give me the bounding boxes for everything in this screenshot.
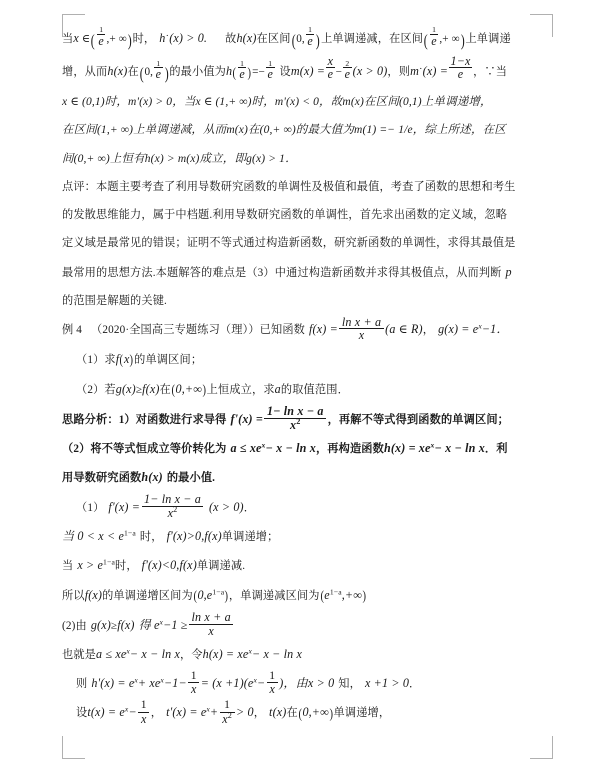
- math-text: 在区间(1,+ ∞)上单调递减，从而m(x)在(0,+ ∞)的最大值为m(1) =− 1/e，综上所述，在区: [62, 124, 506, 137]
- expr: '(x) =: [111, 499, 141, 514]
- fraction-1-minus-lnx-minus-a-over-x2: $\frac{\text{1− ln x − a}}{x^2}$: [142, 493, 204, 520]
- text: 最常用的思想方法.本题解答的难点是（3）中通过构造新函数并求得其极值点，从而判断: [62, 266, 502, 279]
- func-f: f: [115, 351, 120, 366]
- expr: (x) = xe: [208, 646, 249, 661]
- text: 的范围是解题的关键.: [62, 295, 167, 308]
- interval: 0,+∞: [302, 705, 329, 720]
- func-f: f: [230, 411, 235, 426]
- expr: 得 e: [138, 617, 160, 632]
- inequality-tail: − x − ln x: [265, 441, 316, 456]
- fraction-one-over-x: $\frac{1}{x}$: [188, 670, 199, 696]
- solution-line-5: [62, 611, 554, 640]
- fraction-one-over-e: 1 e: [98, 25, 104, 49]
- paren-close: ): [316, 30, 321, 50]
- exponent-x: x: [253, 675, 257, 685]
- expr: −: [256, 676, 266, 691]
- math-text: 间(0,+ ∞)上恒有h(x) > m(x)成立，即g(x) > 1．: [62, 152, 297, 165]
- analysis-line-2: [62, 434, 554, 463]
- exponent-x: x: [261, 440, 266, 450]
- minus: −: [335, 66, 343, 79]
- text: （1）: [76, 501, 105, 514]
- paren-open: (: [119, 352, 124, 368]
- example-source: （2020·全国高三专题练习（理））已知函数: [91, 324, 306, 337]
- expr-tail: − x − ln x: [434, 441, 485, 456]
- expr: (x): [183, 558, 197, 573]
- fraction-lnx-plus-a-over-x: $\frac{\text{ln x + a}}{x}$: [189, 611, 233, 638]
- infinity: ,+ ∞: [106, 33, 127, 45]
- func-h: h: [91, 676, 98, 691]
- domain-a-in-R: (a ∈ R): [385, 322, 423, 337]
- text: 设: [279, 66, 291, 79]
- func-g: g: [90, 617, 98, 632]
- func-t: t: [269, 705, 273, 720]
- text: 的发散思维能力，属于中档题.利用导数研究函数的单调性，首先求出函数的定义域，忽略: [62, 209, 508, 222]
- expr: (x): [113, 64, 128, 79]
- inequality: x > e: [77, 558, 104, 573]
- fraction-one-over-e: 1 e: [431, 25, 437, 49]
- text: 在: [159, 383, 171, 396]
- exponent-x: x: [160, 675, 164, 685]
- interval-start: 0,e: [197, 587, 213, 602]
- solution-line-6: [62, 640, 554, 669]
- solution-line-8: [62, 698, 554, 728]
- commentary-line-5: [62, 287, 554, 315]
- exponent-1-minus-a: 1−a: [103, 557, 115, 567]
- expr: (x): [121, 381, 136, 396]
- expr: (x) = xe: [390, 441, 431, 456]
- expr: (x) = e: [444, 322, 479, 337]
- text: 的最小值.: [166, 472, 216, 485]
- expr: (x): [145, 381, 160, 396]
- condition: (x > 0): [208, 499, 244, 514]
- paren-close: ): [164, 63, 169, 83]
- paren-open: (: [291, 30, 296, 50]
- text: ，∵当: [473, 66, 508, 79]
- text: 的单调递增区间为: [102, 589, 193, 602]
- solution-line-3: [62, 551, 554, 580]
- func-f: f: [141, 558, 146, 573]
- exponent-x: x: [159, 616, 164, 626]
- func-f: f: [84, 587, 89, 602]
- commentary-line-4: [62, 258, 554, 287]
- solution-line-1: [62, 493, 554, 522]
- text: 也就是: [62, 648, 97, 661]
- exponent-x: x: [126, 646, 130, 656]
- question-1: [62, 345, 554, 375]
- func-f: f: [142, 381, 146, 396]
- func-f: f: [108, 499, 112, 514]
- crop-mark-bottom-left: [62, 736, 85, 759]
- text: 故: [225, 33, 237, 45]
- fraction-lnx-plus-a-over-x: $\frac{\text{ln x + a}}{x}$: [339, 316, 383, 343]
- inequality: 当 0 < x < e: [62, 528, 124, 543]
- fraction-1-minus-x-over-e: $\frac{1-x}{e}$: [450, 53, 471, 82]
- fraction-one-over-x: $\frac{1}{x}$: [267, 670, 278, 696]
- expr: +: [209, 705, 219, 720]
- expr: (x) =: [312, 322, 338, 337]
- expr: (x) > 0.: [169, 31, 208, 45]
- crop-mark-bottom-right: [530, 736, 553, 759]
- fraction-one-over-e: 1 e: [267, 58, 274, 82]
- text: ，再解不等式得到函数的单调区间；: [327, 413, 509, 426]
- paren-close: ): [224, 588, 229, 604]
- expr: '(x) = e: [97, 676, 135, 691]
- func-g: g: [438, 322, 445, 337]
- fraction-one-over-x: $\frac{1}{x}$: [138, 699, 149, 725]
- infinity: ,+ ∞: [439, 33, 460, 45]
- body-line-2: 增，从而h(x)在(0, 1 e )的最小值为h( 1 e )=− 1 e 设m(x) = $\frac{x}{e}$ − 2 e (x > 0)，则m˙(x) = $\frac{1-x}{e}$ ，∵当: [62, 55, 554, 88]
- text: ，: [150, 707, 163, 720]
- func-t: t: [166, 705, 170, 720]
- expr: = (x +1)(e: [200, 676, 254, 691]
- inequality: > 0: [236, 705, 254, 720]
- text: 定义域是最常见的错误；证明不等式通过构造新函数，研究新函数的单调性，求得其最值是: [62, 237, 516, 250]
- func-h: h: [226, 64, 233, 79]
- example-heading: [62, 315, 554, 344]
- expr: (x): [88, 587, 103, 602]
- func-f: f: [309, 322, 313, 337]
- text: ，: [253, 707, 266, 720]
- exponent-1-minus-a: 1−a: [329, 586, 342, 596]
- greater-equal: ≥: [135, 383, 143, 396]
- text: 点评：本题主要考查了利用导数研究函数的单调性及极值和最值，考查了函数的思想和考生: [62, 180, 516, 193]
- text: 时，: [139, 530, 163, 543]
- paren-close: ): [329, 706, 334, 722]
- expr: )，由: [279, 676, 308, 691]
- text: 单调递增，: [333, 707, 391, 720]
- body-line-3: [62, 88, 554, 116]
- text: 当: [62, 33, 74, 45]
- body-line-4: [62, 116, 554, 144]
- text: 时，: [132, 33, 156, 45]
- var-a: a: [274, 381, 281, 396]
- exponent-x: x: [134, 675, 138, 685]
- expr: (x) =: [299, 64, 326, 79]
- expr: '(x)<0,: [145, 558, 180, 573]
- func-h: h: [107, 64, 114, 79]
- inequality: a ≤ xe: [230, 441, 262, 456]
- text: 的取值范围．: [280, 383, 349, 396]
- var-x: x: [123, 351, 130, 366]
- text: ，令: [179, 648, 203, 661]
- interval-start: e: [324, 587, 330, 602]
- commentary-line-1: [62, 173, 554, 201]
- text: （2）将不等式恒成立等价转化为: [62, 443, 227, 456]
- expr: '(x) = e: [169, 705, 207, 720]
- paren-open: (: [423, 30, 428, 50]
- paren-close: ): [362, 588, 367, 604]
- zero: 0,: [144, 66, 154, 79]
- text: 单调递减.: [196, 560, 246, 573]
- var-x: x: [73, 31, 79, 45]
- equals-negative: =−: [252, 66, 265, 79]
- text: 上单调递: [465, 33, 511, 45]
- fraction-one-over-x2: $\frac{1}{x^2}$: [220, 699, 235, 725]
- text: 知，: [338, 678, 361, 691]
- body-line-5: [62, 145, 554, 173]
- text: ．: [409, 678, 421, 691]
- func-t: t: [87, 705, 91, 720]
- func-m: m: [410, 64, 419, 79]
- inequality: a ≤ xe: [96, 646, 127, 661]
- expr: '(x)>0,: [170, 528, 205, 543]
- solution-line-7: [62, 669, 554, 698]
- fraction-x-over-e2: $\frac{x}{e}$: [327, 53, 334, 82]
- expr: (x): [97, 617, 111, 632]
- math-text: x ∈ (0,1)时，m'(x) > 0，当x ∈ (1,+ ∞)时，m'(x) < 0，故m(x)在区间(0,1)上单调递增，: [62, 95, 492, 108]
- text: 时，: [114, 560, 138, 573]
- interval: 0,+∞: [175, 381, 202, 396]
- exponent-x: x: [206, 704, 210, 714]
- text: (2)由: [62, 619, 87, 632]
- paren-open: (: [91, 30, 96, 50]
- interval-end: ,+∞: [341, 587, 363, 602]
- text: ，再构造函数: [315, 443, 384, 456]
- func-h: h: [159, 31, 166, 45]
- zero: 0,: [296, 33, 305, 45]
- text: ．利: [484, 443, 508, 456]
- fraction-one-over-e: 1 e: [239, 58, 245, 82]
- exponent-1-minus-a: 1−a: [123, 528, 136, 538]
- expr: (x): [207, 528, 222, 543]
- fraction-one-over-e: 1 e: [155, 58, 162, 82]
- func-h: h: [141, 470, 149, 485]
- paren-open: (: [193, 588, 197, 604]
- inequality-tail: − x − ln x: [129, 646, 180, 661]
- paren-close: ): [129, 352, 134, 368]
- text: 在区间: [256, 33, 291, 45]
- expr: '(x) =: [234, 411, 263, 426]
- text: 思路分析：1）对函数进行求导得: [62, 413, 227, 426]
- body-line-1: 当x ∈( 1 e ,+ ∞)时， h˙(x) > 0. 故h(x)在区间(0, 1 e )上单调递减，在区间( 1 e ,+ ∞)上单调递: [62, 24, 554, 55]
- func-f: f: [204, 528, 208, 543]
- condition: (x > 0): [352, 64, 388, 79]
- example-label: 例 4: [62, 324, 83, 337]
- paren-close: ): [460, 30, 465, 50]
- paren-close: ): [202, 382, 207, 398]
- expr-tail: − x − ln x: [251, 646, 303, 661]
- text: 用导数研究函数: [62, 472, 142, 485]
- question-2: [62, 375, 554, 405]
- text: 则: [76, 678, 88, 691]
- paren-open: (: [298, 706, 302, 722]
- paren-open: (: [232, 64, 237, 80]
- element-of: ∈: [81, 33, 91, 45]
- expr: −1 ≥: [163, 617, 188, 632]
- text: ，单调递减区间为: [228, 589, 320, 602]
- paren-open: (: [171, 382, 176, 398]
- func-m: m: [290, 64, 300, 79]
- fraction-one-over-e: 1 e: [307, 25, 313, 49]
- expr: (x): [148, 470, 163, 485]
- text: 的单调区间；: [134, 353, 203, 366]
- expr: (x): [242, 31, 257, 45]
- text: 的最小值为: [169, 66, 227, 79]
- text: 在: [127, 66, 139, 79]
- text: 上单调递减，在区间: [321, 33, 424, 45]
- analysis-line-1: [62, 405, 554, 434]
- exponent-x: x: [430, 440, 435, 450]
- func-g: g: [115, 381, 122, 396]
- fraction-two-over-e: 2 e: [344, 58, 351, 82]
- fraction-1-minus-lnx-minus-a-over-x2: $\frac{\text{1− ln x − a}}{x^2}$: [264, 405, 326, 432]
- text: 设: [76, 707, 88, 720]
- exponent-x: x: [124, 704, 129, 714]
- func-h: h: [202, 646, 209, 661]
- page-content: [62, 24, 554, 729]
- text: 所以: [62, 589, 85, 602]
- expr: −1−: [163, 676, 187, 691]
- text: 当: [62, 560, 74, 573]
- text: 上恒成立，求: [206, 383, 275, 396]
- text: 在: [286, 707, 298, 720]
- greater-equal: ≥: [110, 619, 118, 632]
- expr: (x) = e: [90, 705, 125, 720]
- paren-close: ): [127, 30, 132, 50]
- expr: + xe: [137, 676, 161, 691]
- expr: (x): [120, 617, 135, 632]
- exponent-x: x: [478, 321, 482, 331]
- func-h: h: [236, 31, 243, 45]
- text: ，则: [387, 66, 411, 79]
- text: ，: [422, 324, 435, 337]
- solution-line-2: [62, 522, 554, 551]
- paren-open: (: [320, 588, 324, 604]
- expr: −: [128, 705, 137, 720]
- func-f: f: [117, 617, 121, 632]
- expr-tail: −1．: [481, 322, 509, 337]
- commentary-line-2: [62, 201, 554, 229]
- func-h: h: [383, 441, 391, 456]
- text: 增，从而: [62, 66, 108, 79]
- inequality: x +1 > 0: [364, 676, 410, 691]
- inequality: x > 0: [307, 676, 335, 691]
- text: 单调递增；: [221, 530, 279, 543]
- text: ．: [243, 501, 256, 514]
- text: （1）求: [76, 353, 116, 366]
- analysis-line-3: [62, 463, 554, 492]
- var-p: p: [505, 264, 512, 279]
- func-f: f: [179, 558, 183, 573]
- expr: (x): [272, 705, 287, 720]
- paren-open: (: [139, 63, 144, 83]
- commentary-line-3: [62, 229, 554, 257]
- expr: (x) =: [422, 64, 449, 79]
- solution-line-4: [62, 581, 554, 611]
- exponent-x: x: [248, 646, 252, 656]
- paren-close: ): [247, 64, 252, 80]
- exponent-1-minus-a: 1−a: [212, 586, 225, 596]
- func-f: f: [166, 528, 171, 543]
- text: （2）若: [76, 383, 116, 396]
